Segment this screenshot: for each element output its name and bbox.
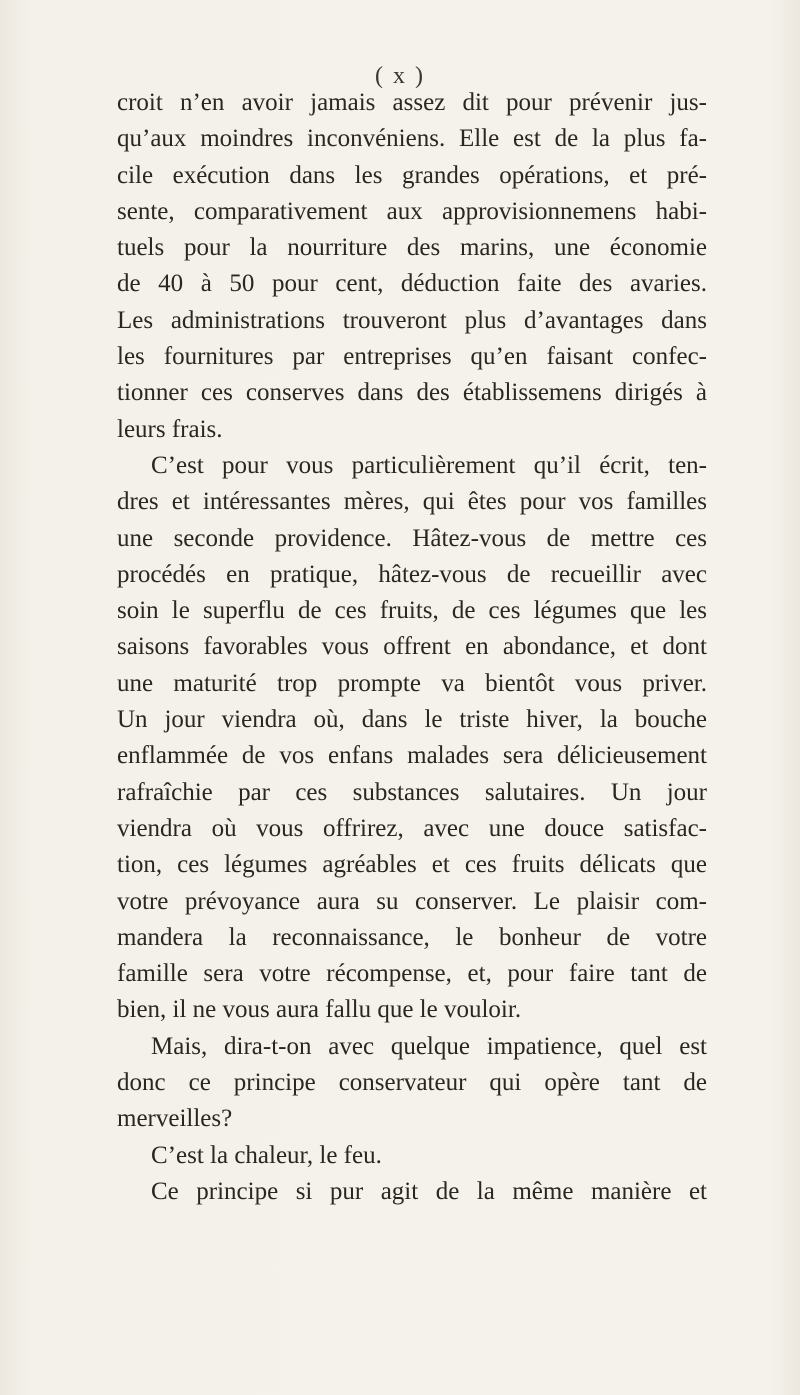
text-line: saisons favorables vous offrent en abondance, et dont — [117, 633, 707, 661]
page-number: ( x ) — [375, 63, 425, 89]
text-line: procédés en pratique, hâtez-vous de recueillir avec — [117, 560, 707, 588]
text-line: viendra où vous offrirez, avec une douce satisfac- — [117, 814, 707, 842]
text-line: C’est pour vous particulièrement qu’il écrit, ten- — [151, 451, 707, 479]
text-line: de 40 à 50 pour cent, déduction faite des avaries. — [117, 270, 707, 298]
text-line: cile exécution dans les grandes opérations, et pré- — [117, 161, 707, 189]
text-line: croit n’en avoir jamais assez dit pour prévenir jus- — [117, 89, 707, 116]
text-line: Les administrations trouveront plus d’avantages dans — [117, 306, 707, 334]
text-line: les fournitures par entreprises qu’en faisant confec- — [117, 343, 707, 371]
text-line: Ce principe si pur agit de la même manière et — [151, 1177, 707, 1205]
text-line: Un jour viendra où, dans le triste hiver, la bouche — [117, 706, 707, 734]
text-line: dres et intéressantes mères, qui êtes pour vos familles — [117, 488, 707, 516]
text-line: famille sera votre récompense, et, pour faire tant de — [117, 960, 707, 988]
text-line: C’est la chaleur, le feu. — [151, 1141, 382, 1169]
text-line: sente, comparativement aux approvisionnemens habi- — [117, 197, 707, 225]
text-line: tuels pour la nourriture des marins, une économie — [117, 234, 707, 262]
text-line: Mais, dira-t-on avec quelque impatience, quel est — [151, 1032, 707, 1060]
text-line: tion, ces légumes agréables et ces fruits délicats que — [117, 851, 707, 879]
text-line: leurs frais. — [117, 415, 223, 443]
body-text — [117, 85, 707, 1210]
text-line: soin le superflu de ces fruits, de ces légumes que les — [117, 597, 707, 625]
text-line: bien, il ne vous aura fallu que le vouloir. — [117, 996, 522, 1024]
text-line: une seconde providence. Hâtez-vous de mettre ces — [117, 524, 707, 552]
text-line: tionner ces conserves dans des établissemens dirigés à — [117, 379, 707, 407]
text-line: votre prévoyance aura su conserver. Le plaisir com- — [117, 887, 707, 915]
text-line: enflammée de vos enfans malades sera délicieusement — [117, 742, 707, 770]
text-line: qu’aux moindres inconvéniens. Elle est de la plus fa- — [117, 125, 707, 153]
text-line: mandera la reconnaissance, le bonheur de votre — [117, 923, 707, 951]
text-line: une maturité trop prompte va bientôt vous priver. — [117, 669, 707, 697]
text-line: donc ce principe conservateur qui opère tant de — [117, 1069, 707, 1097]
text-line: rafraîchie par ces substances salutaires. Un jour — [117, 778, 707, 806]
text-line: merveilles? — [117, 1105, 233, 1133]
